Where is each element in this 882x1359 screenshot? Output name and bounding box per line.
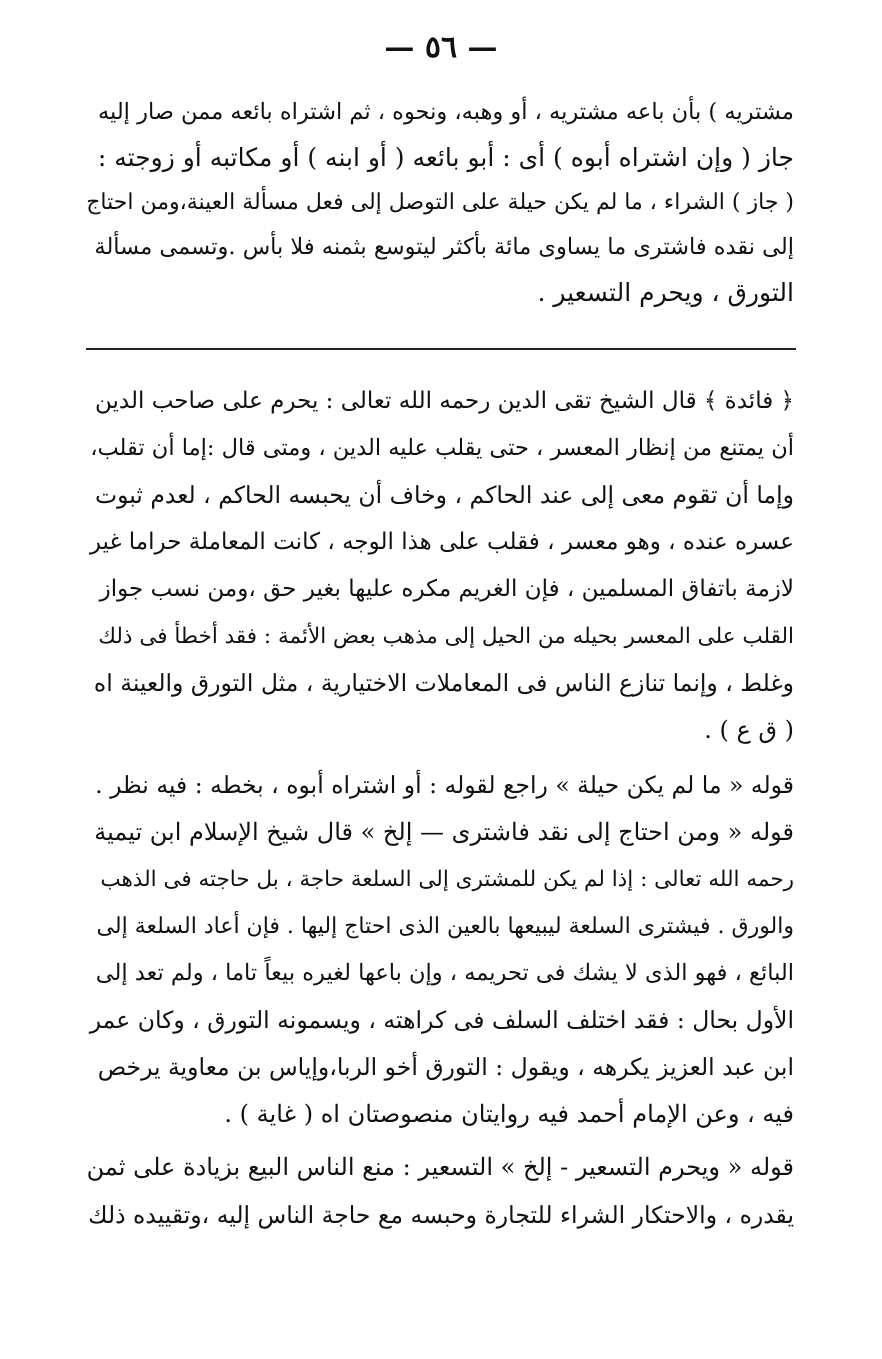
footnote-line: البائع ، فهو الذى لا يشك فى تحريمه ، وإن باعها لغيره بيعاً تاما ، ولم تعد إلى: [95, 960, 794, 986]
footnote-qawluh-tasir: [86, 1143, 794, 1239]
footnote-line: قوله « ما لم يكن حيلة » راجع لقوله : أو اشتراه أبوه ، بخطه : فيه نظر .: [95, 771, 794, 799]
footnote-line: قوله « ومن احتاج إلى نقد فاشترى — إلخ » قال شيخ الإسلام ابن تيمية: [94, 818, 794, 846]
footnote-line: والورق . فيشترى السلعة ليبيعها بالعين الذى احتاج إليها . فإن أعاد السلعة إلى: [96, 914, 794, 939]
footnote-line: أن يمتنع من إنظار المعسر ، حتى يقلب عليه الدين ، ومتى قال :إما أن تقلب،: [90, 435, 794, 461]
footnote-line: القلب على المعسر بحيله من الحيل إلى مذهب بعض الأئمة : فقد أخطأ فى ذلك: [98, 624, 794, 649]
footnote-line: رحمه الله تعالى : إذا لم يكن للمشترى إلى السلعة حاجة ، بل حاجته فى الذهب: [100, 867, 794, 892]
footnote-line: ﴿ فائدة ﴾ قال الشيخ تقى الدين رحمه الله تعالى : يحرم على صاحب الدين: [95, 388, 794, 414]
footnote-line: الأول بحال : فقد اختلف السلف فى كراهته ، ويسمونه التورق ، وكان عمر: [89, 1006, 794, 1034]
footnote-line: عسره عنده ، وهو معسر ، فقلب على هذا الوجه ، كانت المعاملة حراما غير: [89, 529, 794, 555]
main-text-line: ( جاز ) الشراء ، ما لم يكن حيلة على التوصل إلى فعل مسألة العينة،ومن احتاج: [86, 190, 794, 215]
footnote-line: قوله « ويحرم التسعير - إلخ » التسعير : منع الناس البيع بزيادة على ثمن: [86, 1153, 794, 1181]
main-text: [86, 90, 794, 315]
footnote-line: وغلط ، وإنما تنازع الناس فى المعاملات الاختيارية ، مثل التورق والعينة اه: [93, 669, 794, 697]
footnote-line: وإما أن تقوم معى إلى عند الحاكم ، وخاف أن يحبسه الحاكم ، لعدم ثبوت: [94, 481, 794, 509]
footnote-line: ( ق ع ) .: [704, 716, 794, 744]
main-text-line: إلى نقده فاشترى ما يساوى مائة بأكثر ليتوسع بثمنه فلا بأس .وتسمى مسألة: [94, 234, 794, 260]
main-text-line: مشتريه ) بأن باعه مشتريه ، أو وهبه، ونحوه ، ثم اشتراه بائعه ممن صار إليه: [97, 99, 794, 125]
footnote-line: يقدره ، والاحتكار الشراء للتجارة وحبسه مع حاجة الناس إليه ،وتقييده ذلك: [88, 1201, 794, 1229]
page-number: — ٥٦ —: [384, 30, 498, 65]
footnote-line: ابن عبد العزيز يكرهه ، ويقول : التورق أخو الربا،وإياس بن معاوية يرخص: [97, 1053, 794, 1081]
footnote-line: فيه ، وعن الإمام أحمد فيه روايتان منصوصتان اه ( غاية ) .: [224, 1100, 794, 1128]
main-text-line: جاز ( وإن اشتراه أبوه ) أى : أبو بائعه ( أو ابنه ) أو مكاتبه أو زوجته :: [97, 143, 794, 172]
footnote-line: لازمة باتفاق المسلمين ، فإن الغريم مكره عليها بغير حق ،ومن نسب جواز: [99, 576, 794, 602]
footnote-divider: [86, 348, 796, 350]
footnote-qawluh-hila: [86, 762, 794, 1138]
main-text-line: التورق ، ويحرم التسعير .: [537, 278, 794, 307]
footnote-faida: [86, 378, 794, 754]
